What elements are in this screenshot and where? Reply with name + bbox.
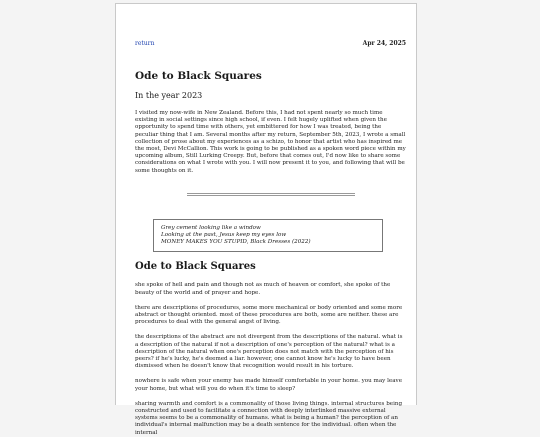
poem-body [135, 282, 406, 436]
page-subtitle: In the year 2023 [135, 91, 203, 100]
poem-paragraph: sharing warmth and comfort is a commonality of those living things. internal structures being constructed and used to facilitate a connection with deeply interlinked massive external systems seems to be a commonality of humans. what is being a human? the perception of an individual's internal malfunction may be a death sentence for the individual. often when the internal [135, 400, 403, 436]
section-title: Ode to Black Squares [135, 261, 256, 273]
post-date: Apr 24, 2025 [362, 39, 406, 47]
document-page [115, 3, 417, 436]
quote-line: Looking at the past, Jesus keep my eyes low [161, 232, 287, 239]
poem-paragraph: there are descriptions of procedures, some more mechanical or body oriented and some more abstract or thought oriented. most of these procedures are both, some are neither. these are procedures to deal with the general angst of living. [135, 304, 403, 326]
article [135, 38, 406, 437]
epigraph-quote [153, 219, 383, 253]
poem-paragraph: she spoke of hell and pain and though not as much of heaven or comfort, she spoke of the beauty of the world and of prayer and hope. [135, 282, 391, 296]
poem-paragraph: the descriptions of the abstract are not divergent from the descriptions of the natural. what is a description of the natural if not a description of one's perception of the natural? what is a description of the natural when one's perception does not match with the perception of his peers? if he's lucky, he's deemed a liar. however, one cannot know he's lucky to have been dismissed when he doesn't know that recognition would result in his torture. [135, 334, 403, 370]
page-title: Ode to Black Squares [135, 70, 262, 82]
quote-source: MONEY MAKES YOU STUPID, Black Dresses (2022) [161, 239, 311, 246]
poem-paragraph: nowhere is safe when your enemy has made himself comfortable in your home. you may leave your home, but what will you do when it's time to sleep? [135, 378, 403, 392]
section-divider [187, 193, 355, 196]
top-bar [135, 38, 406, 48]
intro-paragraph: I visited my now-wife in New Zealand. Before this, I had not spent nearly so much time existing in social settings since high school, if even. I felt hugely uplifted when given the opportunity to spend time with others, yet embittered for how I was treated, being the peculiar thing that I am. Several months after my return, September 5th, 2023, I wrote a small collection of prose about my experiences as a schizo, to honor that artist who has inspired me the most, Devi McCallion. This work is going to be published as a spoken word piece within my upcoming album, Still Lurking Creepy. But, before that comes out, I'd now like to share some considerations on what I wrote with you. I will now present it to you, and following that will be some thoughts on it. [135, 110, 406, 174]
return-link[interactable]: return [135, 39, 155, 47]
quote-line: Grey cement looking like a window [161, 224, 261, 231]
